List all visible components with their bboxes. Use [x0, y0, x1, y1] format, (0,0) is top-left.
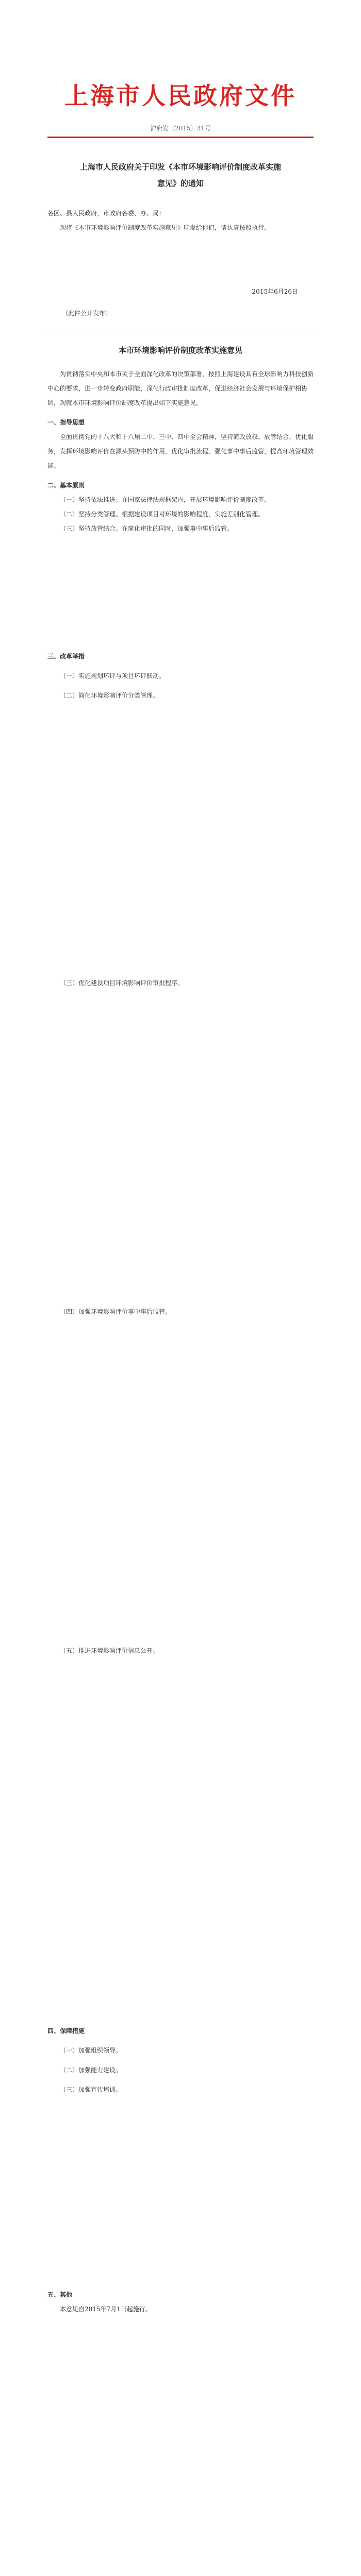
section-paragraph: （二）加强能力建设。 [60, 2066, 122, 2074]
section-paragraph: （一）加强组织领导。 [60, 2047, 122, 2054]
section-paragraph: （三）优化建设项目环境影响评价审批程序。 [60, 979, 184, 987]
section-paragraph: （二）坚持分类管理。根据建设项目对环境的影响程度，实施差别化管理。 [60, 511, 265, 518]
section-guiding-ideology [47, 415, 314, 473]
section-paragraph: （二）简化环境影响评价分类管理。 [60, 692, 159, 699]
section-heading: 五、其他 [47, 2291, 73, 2298]
section-measures [47, 649, 314, 1658]
section-heading: 四、保障措施 [47, 2027, 85, 2035]
section-heading: 二、基本原则 [47, 482, 85, 489]
annex-title: 本市环境影响评价制度改革实施意见 [118, 346, 242, 355]
section-heading: 三、改革举措 [47, 653, 85, 660]
section-principles [47, 478, 314, 536]
salutation: 各区、县人民政府，市政府各委、办、局： [47, 210, 166, 217]
section-paragraph: 本意见自2015年7月1日起施行。 [60, 2306, 152, 2313]
section-paragraph: （一）实施规划环评与项目环评联动。 [60, 672, 166, 680]
masthead: 上海市人民政府文件 [64, 82, 297, 110]
section-paragraph: （三）加强宣传培训。 [60, 2086, 122, 2093]
red-divider [47, 137, 314, 138]
section-other [47, 2287, 314, 2316]
section-paragraph: （三）坚持放管结合。在简化审批的同时，加强事中事后监管。 [60, 525, 234, 532]
date-block [47, 284, 314, 299]
notice-title: 上海市人民政府关于印发《本市环境影响评价制度改革实施意见》的通知 [79, 162, 281, 188]
notice-body: 现将《本市环境影响评价制度改革实施意见》印发给你们，请认真按照执行。 [60, 224, 271, 231]
issue-date: 2015年6月26日 [252, 288, 298, 295]
section-heading: 一、指导思想 [47, 419, 85, 426]
annex-intro: 为贯彻落实中央和本市关于全面深化改革的决策部署，按照上海建设具有全球影响力科技创新中心的要求，进一步转变政府职能，深化行政审批制度改革，促进经济社会发展与环境保护相协调，现就本市环境影响评价制度改革提出如下实施意见。 [47, 370, 314, 406]
section-paragraph: （一）坚持依法推进。在国家法律法规框架内，开展环境影响评价制度改革。 [60, 496, 271, 503]
section-paragraph: 全面贯彻党的十八大和十八届二中、三中、四中全会精神，坚持简政放权、放管结合、优化服务，发挥环境影响评价在源头预防中的作用，优化审批流程，强化事中事后监管，提高环境管理效能。 [47, 433, 314, 469]
section-paragraph: （四）加强环境影响评价事中事后监管。 [60, 1308, 172, 1315]
public-note: （此件公开发布） [62, 310, 112, 317]
section-safeguards [47, 2024, 314, 2097]
document-number: 沪府发〔2015〕31号 [150, 125, 211, 132]
section-paragraph: （五）推进环境影响评价信息公开。 [60, 1647, 159, 1654]
